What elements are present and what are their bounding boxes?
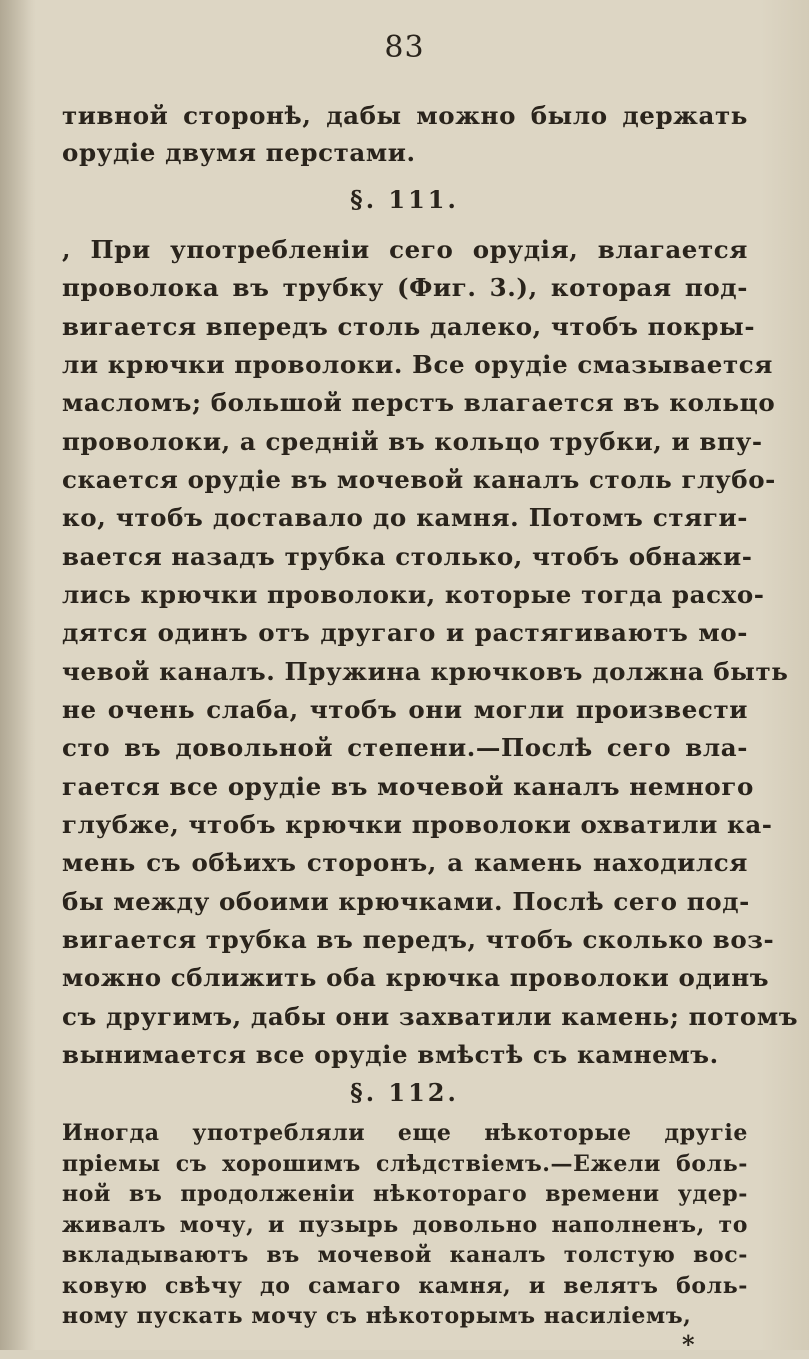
text-line: живалъ мочу, и пузырь довольно наполненъ, то	[62, 1211, 748, 1238]
text-line: ковую свѣчу до самаго камня, и велятъ боль-	[62, 1272, 748, 1299]
text-line: съ другимъ, дабы они захватили камень; потомъ	[62, 1002, 799, 1031]
text-line: глубже, чтобъ крючки проволоки охватили ка-	[62, 810, 773, 839]
text-line: лись крючки проволоки, которые тогда расхо-	[62, 580, 765, 609]
text-line: бы между обоими крючками. Послѣ сего под-	[62, 887, 750, 916]
text-line: Иногда употребляли еще нѣкоторые другіе	[62, 1120, 748, 1146]
text-line: пріемы съ хорошимъ слѣдствіемъ.—Ежели боль-	[62, 1150, 748, 1177]
section-heading-111: §. 111.	[350, 185, 459, 214]
text-line: масломъ; большой перстъ влагается въ кольцо	[62, 388, 776, 417]
text-line: не очень слаба, чтобъ они могли произвести	[62, 695, 748, 724]
text-line: чевой каналъ. Пружина крючковъ должна быть	[62, 657, 789, 686]
text-line: дятся одинъ отъ другаго и растягиваютъ мо-	[62, 618, 748, 647]
section-heading-112: §. 112.	[350, 1078, 459, 1107]
text-line: гается все орудіе въ мочевой каналъ немного	[62, 772, 754, 801]
text-line: можно сближить оба крючка проволоки одинъ	[62, 963, 770, 992]
text-line: орудіе двумя перстами.	[62, 138, 416, 167]
text-line: вынимается все орудіе вмѣстѣ съ камнемъ.	[62, 1040, 719, 1069]
text-line: ко, чтобъ доставало до камня. Потомъ стяги-	[62, 503, 748, 532]
text-line: ли крючки проволоки. Все орудіе смазывается	[62, 350, 773, 379]
text-line: , При употребленіи сего орудія, влагается	[62, 235, 748, 264]
text-line: скается орудіе въ мочевой каналъ столь глубо-	[62, 465, 776, 494]
text-line: проволока въ трубку (Фиг. 3.), которая под-	[62, 273, 748, 302]
page-number: 83	[384, 30, 425, 65]
text-line: мень съ обѣихъ сторонъ, а камень находился	[62, 848, 748, 877]
text-line: вается назадъ трубка столько, чтобъ обнажи-	[62, 542, 753, 571]
text-line: ной въ продолженіи нѣкотораго времени удер-	[62, 1181, 748, 1207]
text-line: вкладываютъ въ мочевой каналъ толстую вос-	[62, 1242, 748, 1268]
text-line: сто въ довольной степени.—Послѣ сего вла-	[62, 733, 748, 762]
text-line: вигается трубка въ передъ, чтобъ сколько воз-	[62, 925, 775, 954]
text-line: тивной сторонѣ, дабы можно было держать	[62, 101, 748, 130]
text-line: вигается впередъ столь далеко, чтобъ покры-	[62, 312, 756, 341]
text-line: ному пускать мочу съ нѣкоторымъ насиліемъ,	[62, 1303, 692, 1329]
text-line: проволоки, а средній въ кольцо трубки, и впу-	[62, 427, 763, 456]
signature-mark: *	[682, 1329, 695, 1359]
